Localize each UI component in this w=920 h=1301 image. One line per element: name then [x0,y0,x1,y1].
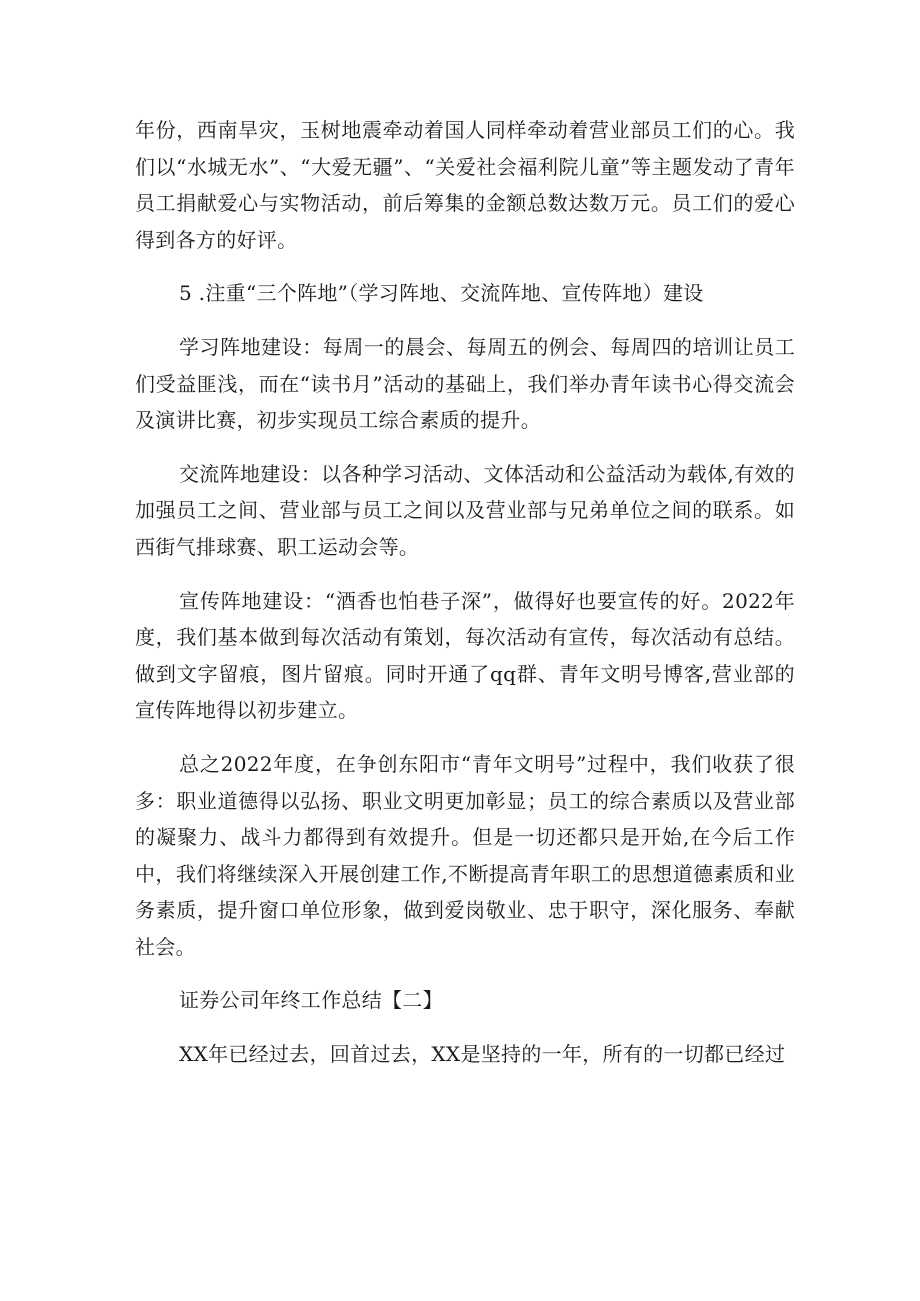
paragraph-exchange-position: 交流阵地建设：以各种学习活动、文体活动和公益活动为载体,有效的加强员工之间、营业部与员工之间以及营业部与兄弟单位之间的联系。如西街气排球赛、职工运动会等。 [135,461,795,559]
paragraph-review-opening: XX年已经过去，回首过去，XX是坚持的一年，所有的一切都已经过 [179,1042,786,1067]
section-heading-three-positions: 5 .注重“三个阵地”（学习阵地、交流阵地、宣传阵地）建设 [179,281,704,306]
paragraph-summary: 总之2022年度，在争创东阳市“青年文明号”过程中，我们收获了很多：职业道德得以弘扬、职业文明更加彰显；员工的综合素质以及营业部的凝聚力、战斗力都得到有效提升。但是一切还都只是开始,在今后工作中，我们将继续深入开展创建工作,不断提高青年职工的思想道德素质和业务素质，提升窗口单位形象，做到爱岗敬业、忠于职守，深化服务、奉献社会。 [135,751,795,959]
paragraph-donation-activities: 年份，西南旱灾，玉树地震牵动着国人同样牵动着营业部员工们的心。我们以“水城无水”、“大爱无疆”、“关爱社会福利院儿童”等主题发动了青年员工捐献爱心与实物活动，前后筹集的金额总数达数万元。员工们的爱心得到各方的好评。 [135,118,795,252]
paragraph-learning-position: 学习阵地建设：每周一的晨会、每周五的例会、每周四的培训让员工们受益匪浅，而在“读书月”活动的基础上，我们举办青年读书心得交流会及演讲比赛，初步实现员工综合素质的提升。 [135,334,795,433]
section-title-part-two: 证券公司年终工作总结【二】 [179,988,443,1013]
paragraph-publicity-position: 宣传阵地建设：“酒香也怕巷子深”，做得好也要宣传的好。2022年度，我们基本做到每次活动有策划，每次活动有宣传，每次活动有总结。做到文字留痕，图片留痕。同时开通了qq群、青年文明号博客,营业部的宣传阵地得以初步建立。 [135,588,795,723]
document-body [135,112,795,1090]
